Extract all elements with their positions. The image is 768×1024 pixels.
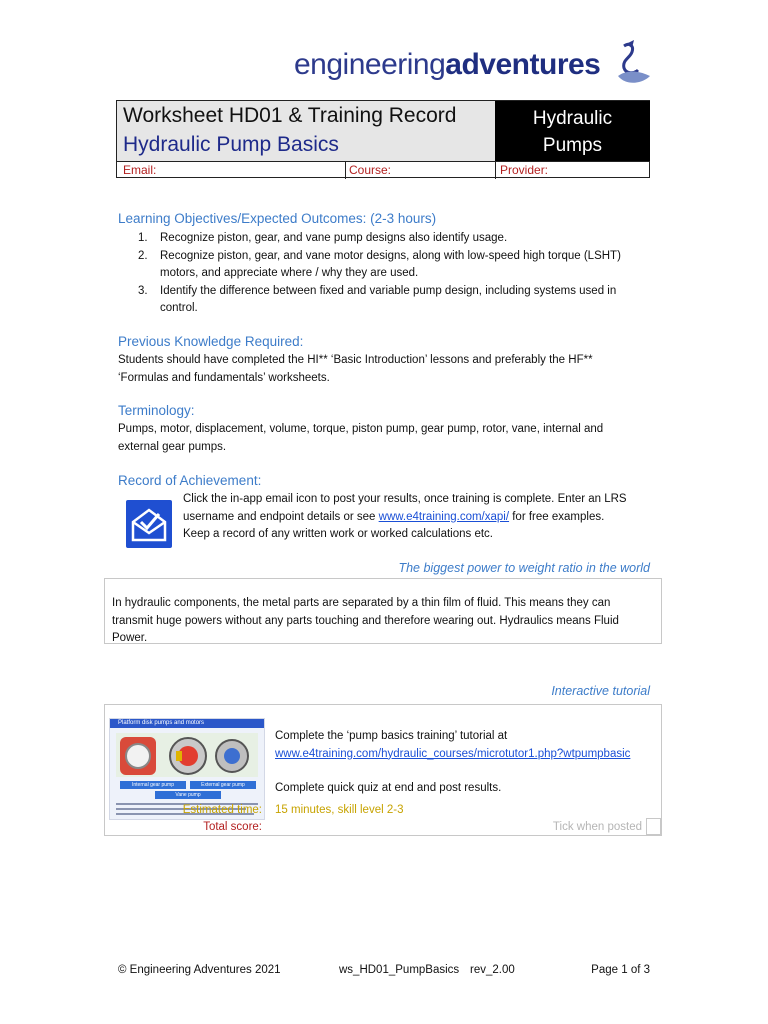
category-cell — [495, 101, 650, 161]
record-line3: Keep a record of any written work or worked calculations etc. — [183, 528, 494, 540]
list-text: Recognize piston, gear, and vane pump designs also identify usage. — [160, 232, 508, 244]
list-text: Identify the difference between fixed and variable pump design, including systems used in control. — [160, 284, 617, 314]
brand-bold: adventures — [445, 48, 601, 81]
envelope-graphic — [126, 500, 172, 548]
footer-revision: rev_2.00 — [470, 964, 515, 976]
record-line2-post: for free examples. — [509, 510, 605, 523]
worksheet-header — [116, 100, 650, 178]
course-label[interactable]: Course: — [349, 163, 392, 177]
record-line2 — [183, 509, 653, 527]
worksheet-subtitle: Hydraulic Pump Basics — [123, 133, 339, 156]
engineering-adventures-logo-icon — [604, 40, 654, 88]
objectives-heading: Learning Objectives/Expected Outcomes: (2-3 hours) — [118, 211, 437, 226]
previous-knowledge-text: Students should have completed the HI** ‘Basic Introduction’ lessons and preferably the HF** ‘Formulas and fundamentals’ worksheets. — [118, 354, 593, 384]
thumb-btn-external: External gear pump — [190, 781, 256, 789]
tutorial-line2: Complete quick quiz at end and post results. — [275, 782, 502, 794]
terminology-heading: Terminology: — [118, 403, 195, 418]
tick-when-posted-label: Tick when posted — [552, 821, 642, 833]
list-item — [138, 230, 648, 248]
divider — [495, 162, 496, 179]
worksheet-title: Worksheet HD01 & Training Record — [123, 104, 457, 127]
previous-knowledge-heading: Previous Knowledge Required: — [118, 334, 304, 349]
power-box — [104, 578, 662, 644]
tutorial-link[interactable]: www.e4training.com/hydraulic_courses/microtutor1.php?wtpumpbasic — [275, 747, 631, 760]
provider-label[interactable]: Provider: — [500, 163, 549, 177]
objectives-list — [138, 230, 648, 318]
brand-prefix: engineering — [294, 48, 446, 81]
divider — [345, 162, 346, 179]
posted-checkbox[interactable] — [646, 818, 661, 835]
pump-diagram-icon — [116, 731, 258, 779]
spacer — [275, 763, 630, 780]
estimated-label: Estimated time: — [182, 804, 262, 816]
list-item — [138, 283, 648, 318]
record-line1: Click the in-app email icon to post your results, once training is complete. Enter an LRS — [183, 493, 627, 505]
tutorial-line1: Complete the ‘pump basics training’ tutorial at — [275, 730, 508, 742]
category-line2: Pumps — [542, 135, 603, 156]
power-text: In hydraulic components, the metal parts are separated by a thin film of fluid. This means they can transmit huge powers without any parts touching and therefore wearing out. Hydraulics means Fluid Power. — [112, 597, 619, 644]
record-line2-pre: username and endpoint details or see — [183, 510, 379, 523]
thumb-btn-internal: Internal gear pump — [120, 781, 186, 789]
record-text — [183, 491, 653, 544]
email-label[interactable]: Email: — [123, 163, 157, 177]
list-number: 1. — [138, 232, 148, 244]
xapi-link[interactable]: www.e4training.com/xapi/ — [378, 510, 510, 523]
list-item — [138, 248, 648, 283]
thumb-btn-vane: Vane pump — [155, 791, 221, 799]
category-line1: Hydraulic — [532, 108, 613, 129]
terminology-text: Pumps, motor, displacement, volume, torque, piston pump, gear pump, rotor, vane, internal and external gear pumps. — [118, 423, 604, 453]
email-checkmark-icon[interactable] — [126, 500, 172, 548]
list-number: 3. — [138, 284, 148, 297]
total-score-label: Total score: — [203, 821, 262, 833]
header-title-cell — [117, 101, 495, 161]
header-fields-row — [117, 161, 649, 179]
brand-wordmark — [294, 48, 600, 82]
footer-copyright: © Engineering Adventures 2021 — [118, 964, 281, 976]
thumb-title: Platform disk pumps and motors — [118, 720, 205, 726]
list-number: 2. — [138, 249, 148, 262]
estimated-value: 15 minutes, skill level 2-3 — [275, 804, 404, 816]
footer-page-number: Page 1 of 3 — [591, 964, 650, 976]
footer-filename: ws_HD01_PumpBasics — [339, 964, 460, 976]
tutorial-tagline: Interactive tutorial — [551, 684, 650, 698]
list-text: Recognize piston, gear, and vane motor designs, along with low-speed high torque (LSHT) motors, and appreciate where / why they are used. — [160, 249, 621, 279]
record-heading: Record of Achievement: — [118, 473, 262, 488]
power-tagline: The biggest power to weight ratio in the world — [398, 561, 650, 575]
tutorial-text — [275, 728, 630, 798]
